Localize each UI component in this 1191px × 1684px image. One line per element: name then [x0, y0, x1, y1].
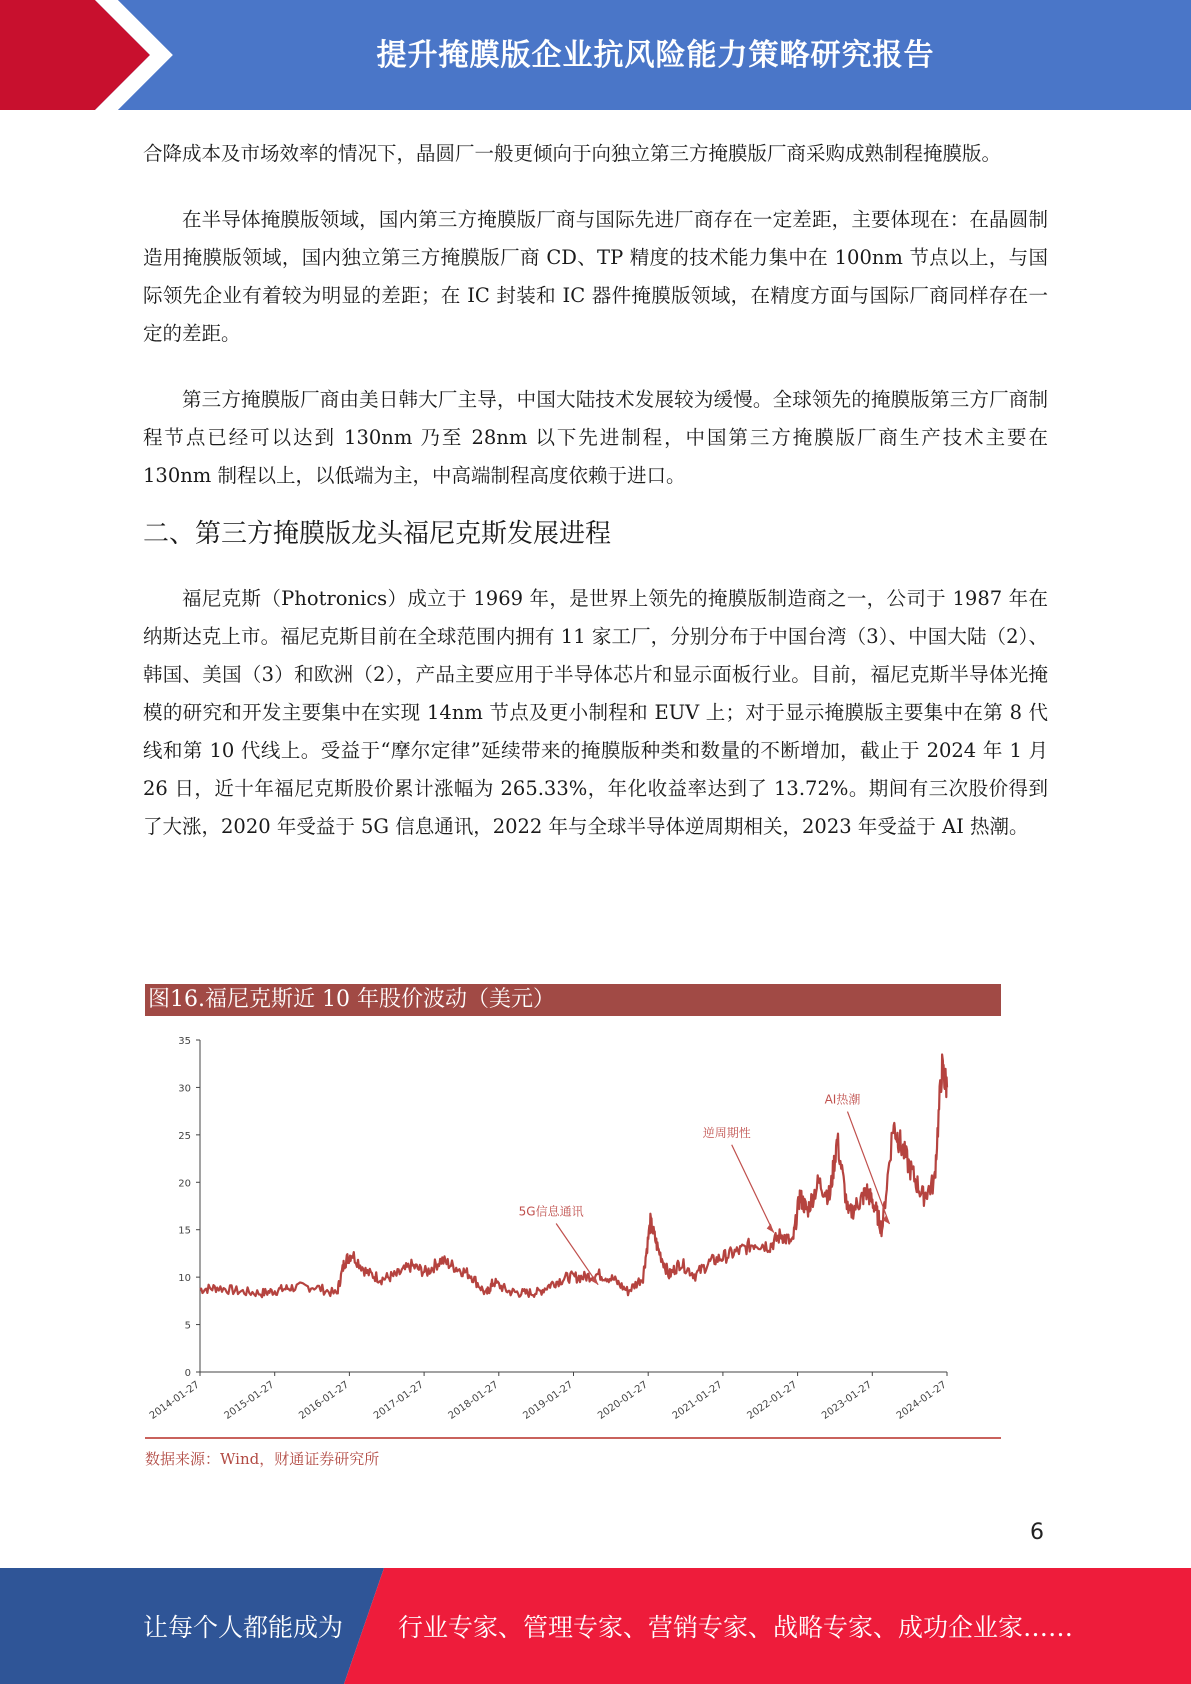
y-tick-label: 0 [184, 1368, 191, 1379]
y-tick-label: 15 [178, 1225, 191, 1237]
figure-source: 数据来源：Wind，财通证券研究所 [145, 1450, 380, 1468]
section-heading: 二、第三方掩膜版龙头福尼克斯发展进程 [143, 519, 612, 549]
y-tick-label: 25 [178, 1130, 191, 1142]
annotation-arrowhead [767, 1224, 774, 1233]
footer-slogan-right: 行业专家、管理专家、营销专家、战略专家、成功企业家…… [398, 1613, 1074, 1642]
figure-divider [145, 1437, 1001, 1439]
y-tick-label: 5 [184, 1320, 191, 1332]
price-line [200, 1055, 947, 1298]
y-tick-label: 35 [178, 1036, 191, 1047]
page-number: 6 [1030, 1520, 1044, 1545]
x-tick-label: 2018-01-27 [446, 1379, 501, 1422]
x-tick-label: 2022-01-27 [745, 1379, 800, 1422]
annotation-arrow [556, 1223, 598, 1284]
annotation-label: AI热潮 [824, 1092, 861, 1107]
page-header [0, 0, 1191, 110]
y-tick-label: 30 [178, 1083, 191, 1095]
x-tick-label: 2014-01-27 [147, 1379, 202, 1422]
x-tick-label: 2016-01-27 [297, 1379, 352, 1422]
main-content [143, 135, 1048, 846]
paragraph-3: 第三方掩膜版厂商由美日韩大厂主导，中国大陆技术发展较为缓慢。全球领先的掩膜版第三方厂商制程节点已经可以达到 130nm 乃至 28nm 以下先进制程，中国第三方掩膜版厂商生产技术主要在 130nm 制程以上，以低端为主，中高端制程高度依赖于进口。 [143, 388, 1048, 487]
y-tick-label: 20 [178, 1178, 191, 1190]
footer-slogan-left: 让每个人都能成为 [143, 1613, 344, 1642]
x-tick-label: 2024-01-27 [894, 1379, 949, 1422]
paragraph-1: 合降成本及市场效率的情况下，晶圆厂一般更倾向于向独立第三方掩膜版厂商采购成熟制程掩膜版。 [143, 142, 1002, 165]
annotation-label: 逆周期性 [702, 1125, 751, 1140]
x-tick-label: 2020-01-27 [595, 1379, 650, 1422]
figure-title: 图16.福尼克斯近 10 年股价波动（美元） [145, 984, 1001, 1016]
x-tick-label: 2019-01-27 [521, 1379, 576, 1422]
annotation-label: 5G信息通讯 [518, 1204, 584, 1219]
page-footer [0, 1568, 1191, 1684]
x-tick-label: 2015-01-27 [222, 1379, 277, 1422]
paragraph-2: 在半导体掩膜版领域，国内第三方掩膜版厂商与国际先进厂商存在一定差距，主要体现在：在晶圆制造用掩膜版领域，国内独立第三方掩膜版厂商 CD、TP 精度的技术能力集中在 100nm 节点以上，与国际领先企业有着较为明显的差距；在 IC 封装和 IC 器件掩膜版领域，在精度方面与国际厂商同样存在一定的差距。 [143, 208, 1048, 345]
x-tick-label: 2023-01-27 [820, 1379, 875, 1422]
y-tick-label: 10 [178, 1273, 191, 1285]
stock-price-chart [145, 1030, 965, 1430]
x-tick-label: 2017-01-27 [371, 1379, 426, 1422]
x-tick-label: 2021-01-27 [670, 1379, 725, 1422]
annotation-arrow [732, 1145, 774, 1233]
paragraph-4: 福尼克斯（Photronics）成立于 1969 年，是世界上领先的掩膜版制造商之一，公司于 1987 年在纳斯达克上市。福尼克斯目前在全球范围内拥有 11 家工厂，分别分布于中国台湾（3）、中国大陆（2）、韩国、美国（3）和欧洲（2），产品主要应用于半导体芯片和显示面板行业。目前，福尼克斯半导体光掩模的研究和开发主要集中在实现 14nm 节点及更小制程和 EUV 上；对于显示掩膜版主要集中在第 8 代线和第 10 代线上。受益于“摩尔定律”延续带来的掩膜版种类和数量的不断增加，截止于 2024 年 1 月 26 日，近十年福尼克斯股价累计涨幅为 265.33%，年化收益率达到了 13.72%。期间有三次股价得到了大涨，2020 年受益于 5G 信息通讯，2022 年与全球半导体逆周期相关，2023 年受益于 AI 热潮。 [143, 587, 1048, 838]
page-title: 提升掩膜版企业抗风险能力策略研究报告 [376, 38, 935, 73]
